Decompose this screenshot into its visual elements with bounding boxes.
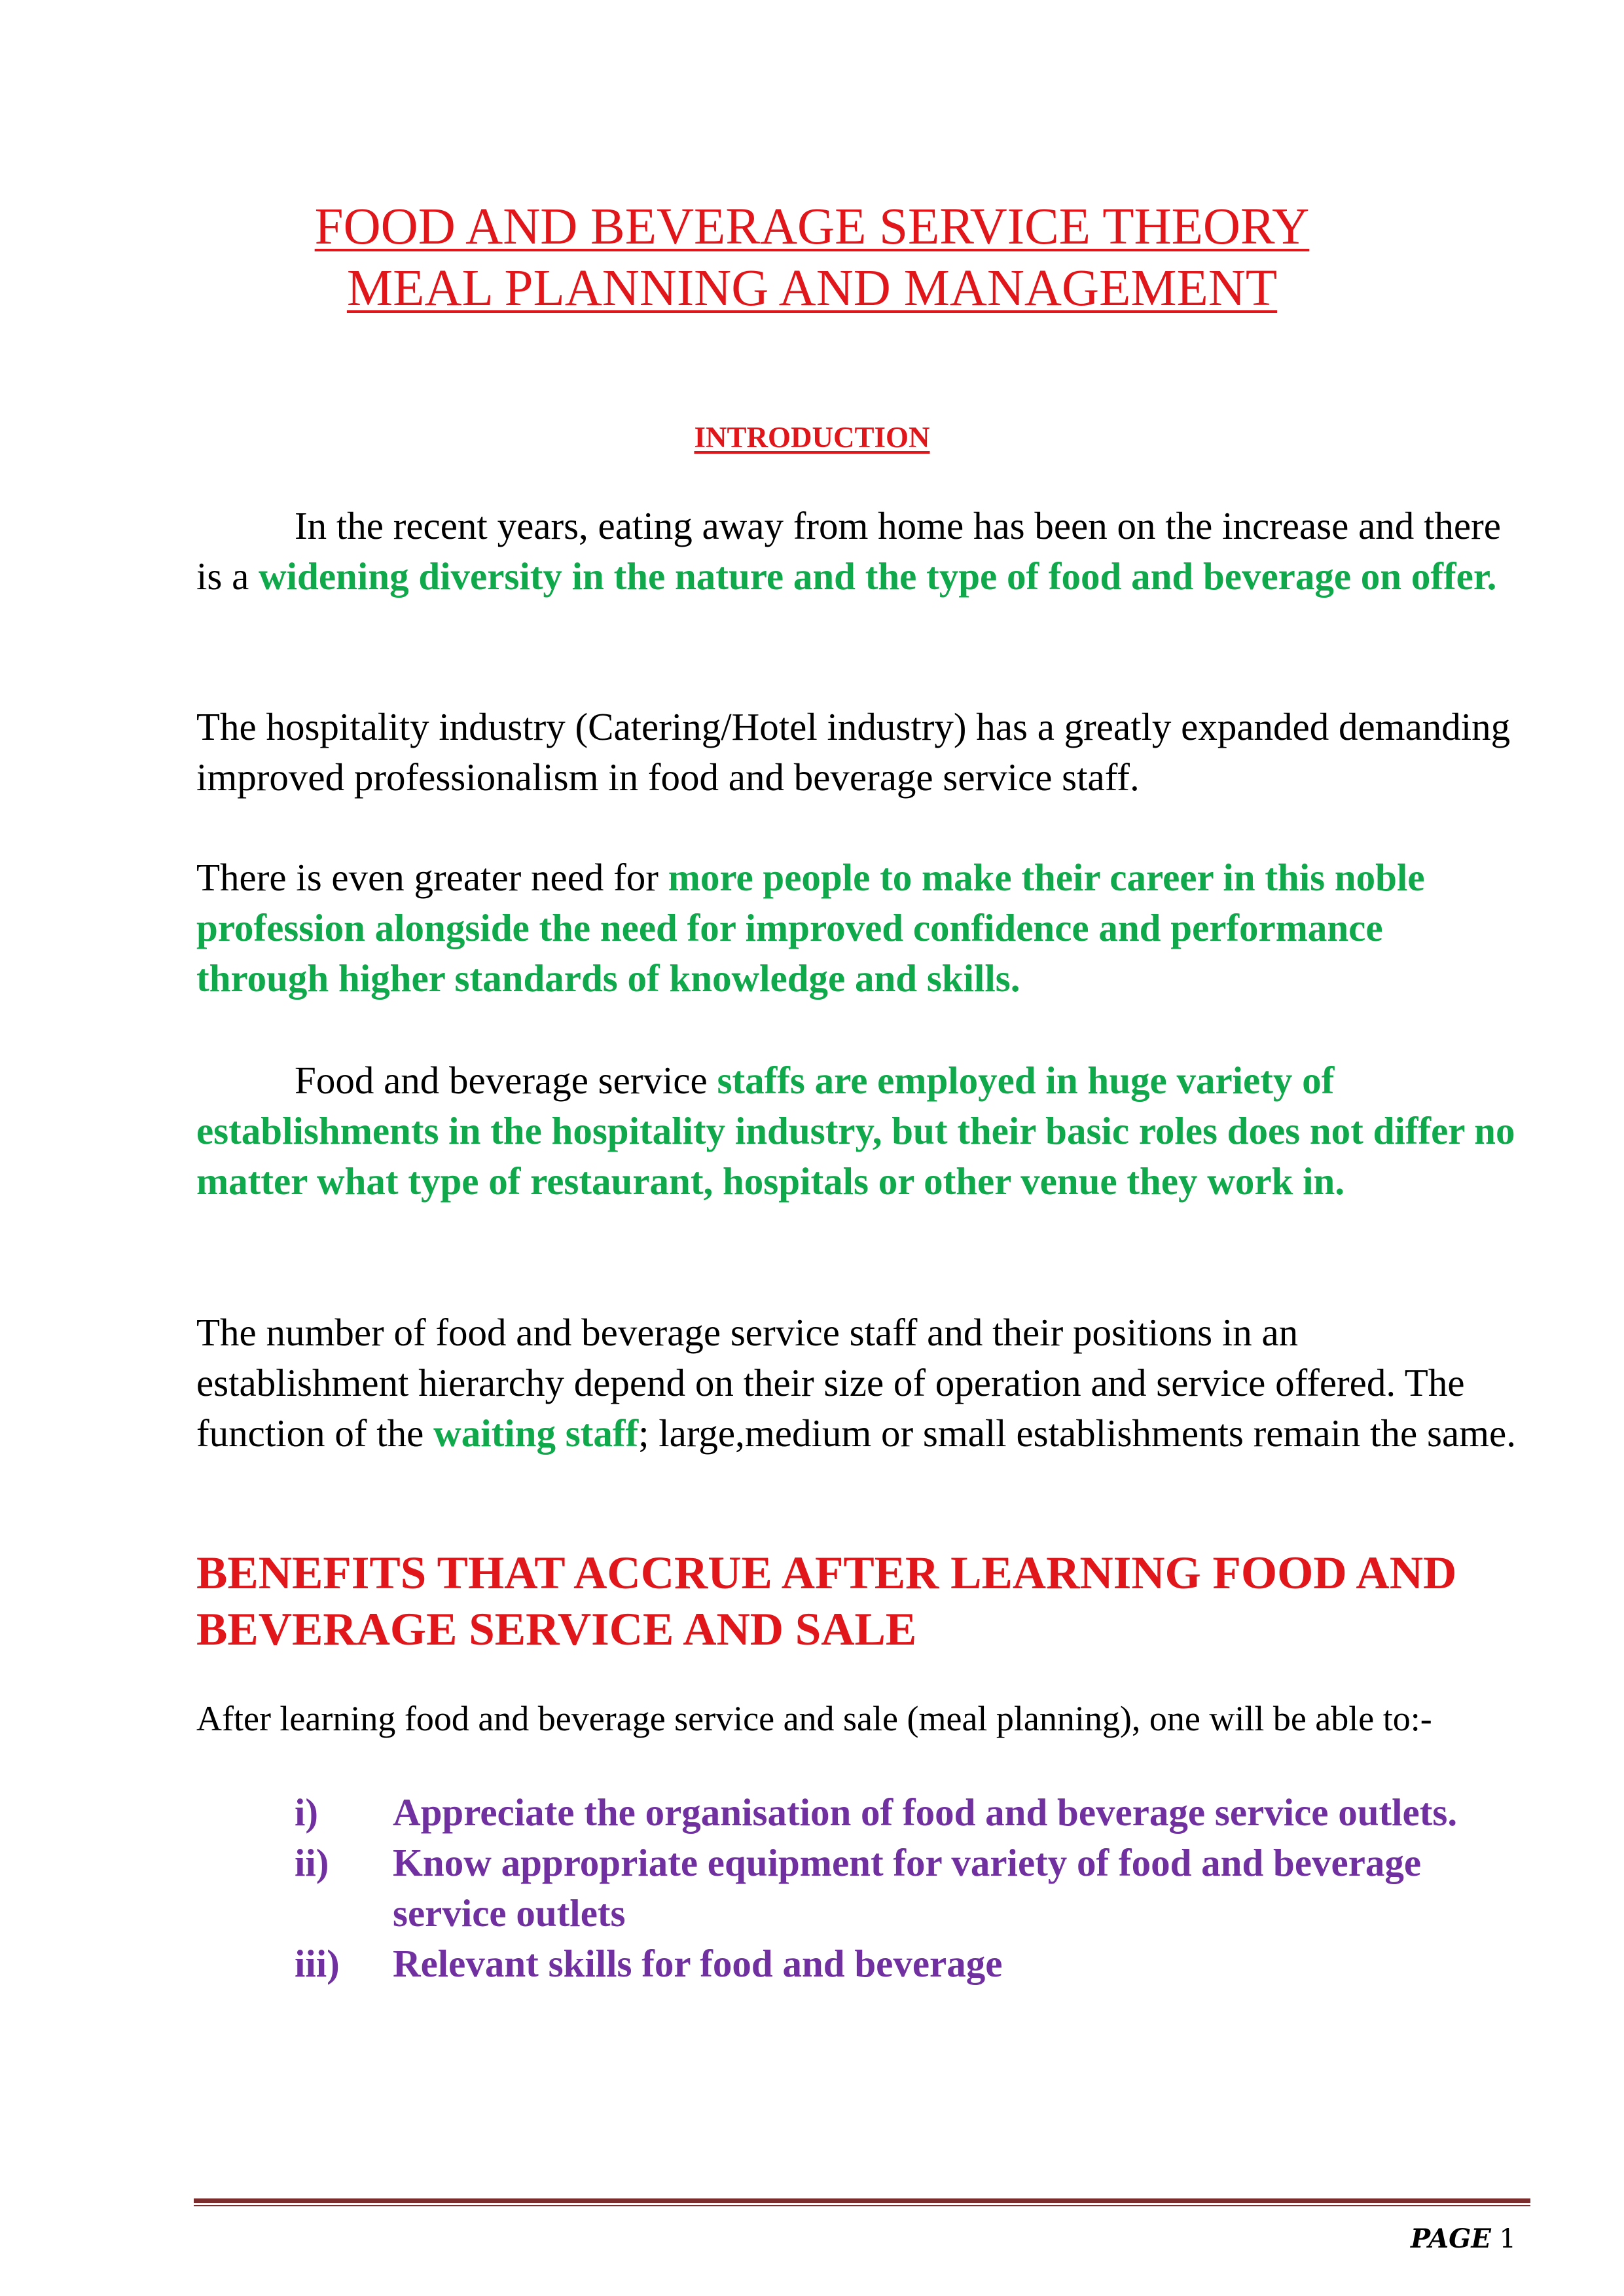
benefits-lead-in: After learning food and beverage service and sale (meal planning), one will be able to:- bbox=[196, 1699, 1432, 1738]
list-item-number: iii) bbox=[295, 1942, 340, 1985]
benefits-heading: BENEFITS THAT ACCRUE AFTER LEARNING FOOD AND BEVERAGE SERVICE AND SALE bbox=[196, 1548, 1457, 1655]
footer-divider-thin bbox=[194, 2205, 1530, 2206]
paragraph-1 bbox=[196, 501, 1519, 602]
title-line-2: MEAL PLANNING AND MANAGEMENT bbox=[346, 260, 1278, 317]
title-line-1: FOOD AND BEVERAGE SERVICE THEORY bbox=[314, 198, 1310, 255]
paragraph-2-text: The hospitality industry (Catering/Hotel industry) has a greatly expanded demanding improved professionalism in food and beverage service staff. bbox=[196, 705, 1511, 799]
paragraph-5-highlight: waiting staff bbox=[433, 1412, 639, 1455]
document-title bbox=[0, 196, 1624, 319]
list-item-text: Appreciate the organisation of food and beverage service outlets. bbox=[393, 1791, 1458, 1834]
page-number-value: 1 bbox=[1499, 2224, 1516, 2254]
paragraph-4 bbox=[196, 1055, 1519, 1207]
list-item-number: ii) bbox=[295, 1841, 329, 1884]
paragraph-2 bbox=[196, 702, 1519, 803]
footer-divider-thick bbox=[194, 2198, 1530, 2203]
list-item-text: Relevant skills for food and beverage bbox=[393, 1942, 1003, 1985]
benefits-list bbox=[196, 1787, 1519, 1989]
introduction-heading: INTRODUCTION bbox=[694, 421, 930, 454]
paragraph-1-highlight: widening diversity in the nature and the type of food and beverage on offer. bbox=[259, 555, 1497, 598]
paragraph-3 bbox=[196, 852, 1519, 1004]
list-item bbox=[196, 1838, 1519, 1939]
list-item bbox=[196, 1787, 1519, 1838]
paragraph-5 bbox=[196, 1307, 1519, 1459]
list-item-number: i) bbox=[295, 1791, 319, 1834]
list-item-text: Know appropriate equipment for variety of food and beverage service outlets bbox=[393, 1841, 1422, 1935]
paragraph-3-highlight: more people to make their career in this noble profession alongside the need for improved confidence and performance through higher standards of knowledge and skills. bbox=[196, 856, 1425, 1000]
page-label: PAGE bbox=[1410, 2223, 1491, 2254]
paragraph-4-highlight: staffs are employed in huge variety of establishments in the hospitality industry, but their basic roles does not differ no matter what type of restaurant, hospitals or other venue they work in. bbox=[196, 1059, 1515, 1203]
paragraph-5-text: The number of food and beverage service staff and their positions in an establishment hierarchy depend on their size of operation and service offered. The function of the bbox=[196, 1311, 1465, 1455]
paragraph-4-text: Food and beverage service bbox=[295, 1059, 717, 1102]
paragraph-5-text-end: ; large,medium or small establishments remain the same. bbox=[638, 1412, 1516, 1455]
footer-divider bbox=[194, 2198, 1530, 2206]
list-item bbox=[196, 1939, 1519, 1989]
page-number bbox=[1411, 2223, 1516, 2255]
paragraph-1-text: In the recent years, eating away from home has been on the increase and there is a bbox=[196, 504, 1501, 598]
paragraph-3-text: There is even greater need for bbox=[196, 856, 668, 899]
